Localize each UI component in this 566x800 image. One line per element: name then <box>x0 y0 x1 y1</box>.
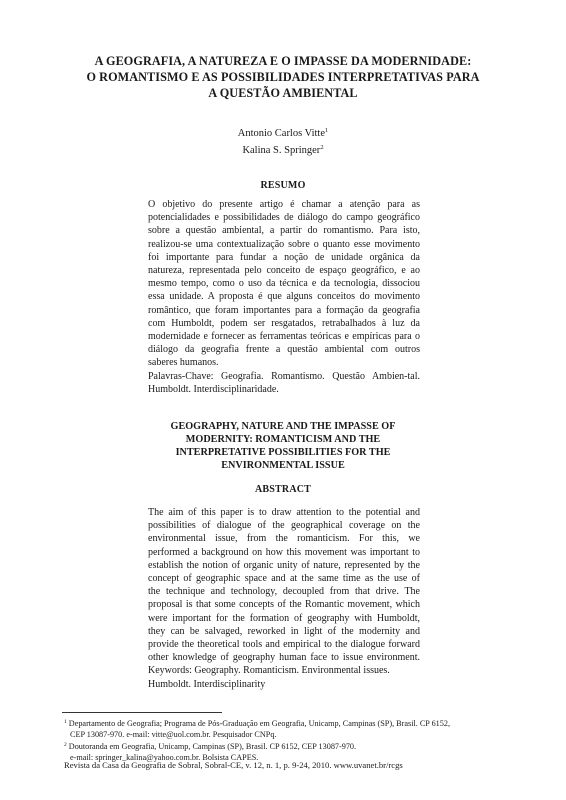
journal-footer: Revista da Casa da Geografia de Sobral, Sobral-CE, v. 12, n. 1, p. 9-24, 2010. www.uvanet.br/rcgs <box>64 760 403 770</box>
abstract-body <box>148 506 420 691</box>
resumo-line: mesmo tempo, como o uso da técnica e da tecnologia, dissociou <box>148 278 420 290</box>
authors <box>0 124 566 157</box>
author <box>0 124 566 141</box>
resumo-keywords: Humboldt. Interdisciplinaridade. <box>148 383 279 395</box>
footnote-mark: 1 <box>64 719 67 725</box>
resumo-line: com Humboldt, podem ser resgatados, retrabalhados à luz da <box>148 317 420 329</box>
abstract-line: other knowledge of geography human face to issue environment. <box>148 652 420 664</box>
resumo-line: saberes humanos. <box>148 357 219 369</box>
abstract-line: The aim of this paper is to draw attention to the potential and <box>148 507 420 518</box>
footnote-text: Doutoranda em Geografia, Unicamp, Campinas (SP), Brasil. CP 6152, CEP 13087-970. <box>68 742 357 751</box>
abstract-line: performed a background on how this movement was important to <box>148 546 420 558</box>
title-line: A QUESTÃO AMBIENTAL <box>208 86 358 100</box>
abstract-keywords: Humboldt. Interdisciplinarity <box>148 678 266 690</box>
title-line: O ROMANTISMO E AS POSSIBILIDADES INTERPRETATIVAS PARA <box>86 70 480 84</box>
resumo-line: diálogo da geografia frente a questão ambiental com outros <box>148 344 420 356</box>
resumo-keywords: Palavras-Chave: Geografia. Romantismo. Questão Ambien-tal. <box>148 370 420 382</box>
abstract-line: environmental issue, from the romanticism. For this, we <box>148 533 420 545</box>
abstract-line: provide the theoretical tools and empirical to the dialogue forward <box>148 639 420 651</box>
resumo-line: natureza, representada pelo conceito de espaço geográfico, e ao <box>148 265 420 277</box>
abstract-heading: ABSTRACT <box>254 484 312 495</box>
english-title-line: GEOGRAPHY, NATURE AND THE IMPASSE OF <box>170 421 396 432</box>
resumo-line: romântico, que foram importantes para a formação da geografia <box>148 304 420 316</box>
abstract-line: proposal is that some concepts of the Romantic movement, which <box>148 599 420 611</box>
footnote-mark: 1 <box>325 127 329 134</box>
footnote-text: CEP 13087-970. e-mail: vitte@uol.com.br. Pesquisador CNPq. <box>70 730 277 739</box>
resumo-line: foi importante para fundar a noção de unidade orgânica da <box>148 251 420 263</box>
abstract-keywords: Keywords: Geography. Romanticism. Environmental issues. <box>148 665 390 677</box>
footnote-1 <box>64 717 524 729</box>
resumo-line: sobre a questão ambiental, a partir do romantismo. Para isto, <box>148 225 420 237</box>
footnotes <box>64 717 524 763</box>
abstract-line: were important for the formation of geography with Humboldt, <box>148 612 420 624</box>
abstract-line: the technique and technology, decoupled from that drive. The <box>148 586 420 598</box>
resumo-body <box>148 198 420 396</box>
resumo-line: O objetivo do presente artigo é chamar a atenção para as <box>148 199 420 210</box>
author-name: Kalina S. Springer <box>242 144 321 156</box>
footnote-text: Departamento de Geografia; Programa de Pós-Graduação em Geografia, Unicamp, Campinas (SP), Brasil. CP 6152, <box>68 719 451 728</box>
footnote-text: e-mail: springer_kalina@yahoo.com.br. Bolsista CAPES. <box>70 753 259 762</box>
footnote-mark: 2 <box>64 742 67 748</box>
abstract-line: they can be salvaged, reworked in light of the modernity and <box>148 625 420 637</box>
abstract-line: possibilities of dialogue of the geographical coverage on the <box>148 520 420 532</box>
english-title <box>140 420 426 472</box>
resumo-line: modernidade e fornecer as ferramentas teóricas e empíricas para o <box>148 331 420 343</box>
author-name: Antonio Carlos Vitte <box>237 128 325 139</box>
english-title-line: INTERPRETATIVE POSSIBILITIES FOR THE <box>175 447 391 458</box>
paper-title <box>50 53 516 101</box>
resumo-line: essa unidade. A proposta é que alguns conceitos do movimento <box>148 291 420 303</box>
abstract-line: concept of geographic space and at the same time as the use of <box>148 573 420 585</box>
author <box>0 141 566 158</box>
abstract-line: establish the notion of organic unity of nature, represented by the <box>148 559 420 571</box>
footnote-mark: 2 <box>320 143 324 151</box>
english-title-line: ENVIRONMENTAL ISSUE <box>221 460 345 471</box>
footnote-2 <box>64 740 524 752</box>
footnote-divider <box>62 712 222 713</box>
resumo-heading: RESUMO <box>260 180 306 191</box>
resumo-line: realizou-se uma contextualização sobre o quanto esse movimento <box>148 238 420 250</box>
title-line: A GEOGRAFIA, A NATUREZA E O IMPASSE DA MODERNIDADE: <box>94 54 472 68</box>
resumo-line: potencialidades e possibilidades de diálogo do campo geográfico <box>148 212 420 224</box>
english-title-line: MODERNITY: ROMANTICISM AND THE <box>185 434 381 445</box>
